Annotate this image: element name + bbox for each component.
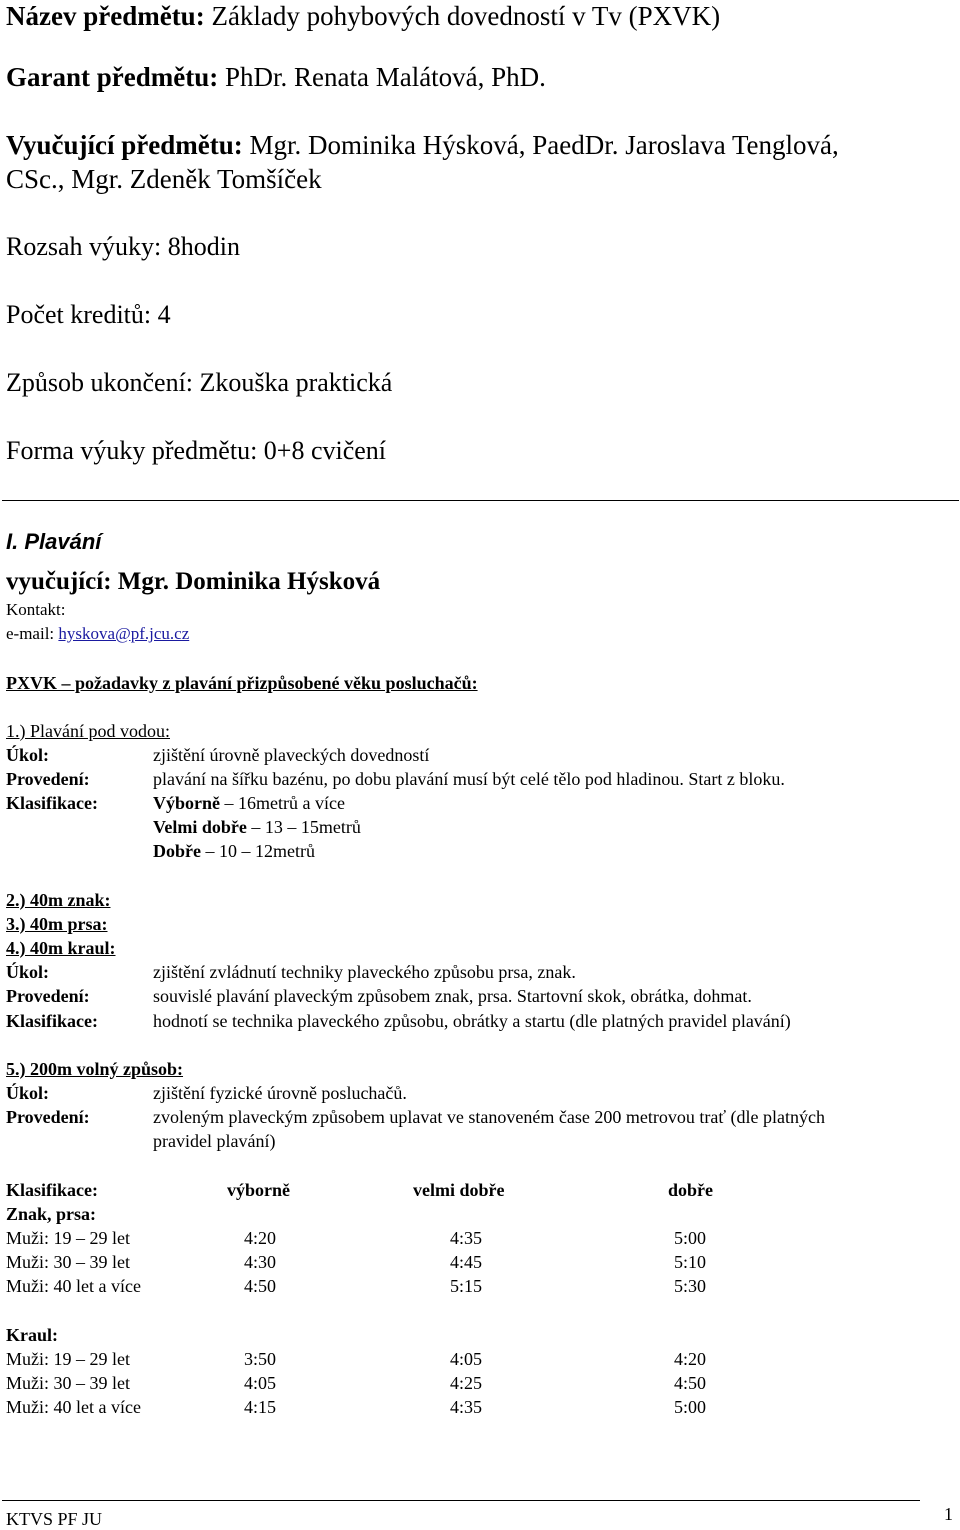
table-header-excellent: výborně — [227, 1180, 290, 1200]
table-header-good: dobře — [668, 1180, 713, 1200]
credits-value: 4 — [157, 300, 171, 329]
subject-label: Název předmětu: — [6, 1, 205, 31]
table-cell: 4:50 — [244, 1276, 277, 1296]
item5-task-value: zjištění fyzické úrovně posluchačů. — [153, 1083, 407, 1103]
form-value: 0+8 cvičení — [263, 436, 387, 465]
teachers-line — [6, 129, 839, 161]
table-row-label: Muži: 40 let a více — [6, 1397, 141, 1417]
item1-class-label: Klasifikace: — [6, 793, 98, 813]
item1-grade1 — [153, 792, 345, 814]
scope-line — [6, 231, 240, 263]
grade2-value: – 13 – 15metrů — [251, 817, 361, 837]
group1-title: Znak, prsa: — [6, 1204, 97, 1224]
teachers-label: Vyučující předmětu: — [6, 130, 243, 160]
items234-class-value: hodnotí se technika plaveckého způsobu, obrátky a startu (dle platných pravidel plavání) — [153, 1011, 791, 1031]
table-header-very-good: velmi dobře — [413, 1180, 505, 1200]
subject-value: Základy pohybových dovedností v Tv (PXVK) — [211, 1, 721, 31]
item1-grade2 — [153, 816, 361, 838]
table-cell: 5:00 — [674, 1228, 707, 1248]
table-cell: 4:30 — [244, 1252, 277, 1272]
guarantor-value: PhDr. Renata Malátová, PhD. — [224, 62, 546, 92]
email-line — [6, 623, 189, 645]
item1-exec-value: plavání na šířku bazénu, po dobu plavání musí být celé tělo pod hladinou. Start z bloku. — [153, 769, 785, 789]
item1-task-label: Úkol: — [6, 745, 50, 765]
item5-exec-value-1: zvoleným plaveckým způsobem uplavat ve stanoveném čase 200 metrovou trať (dle platných — [153, 1107, 825, 1127]
teachers-value-1: Mgr. Dominika Hýsková, PaedDr. Jaroslava Tenglová, — [249, 130, 839, 160]
table-cell: 4:05 — [450, 1349, 483, 1369]
group2-title: Kraul: — [6, 1325, 58, 1345]
section-teacher-value: Mgr. Dominika Hýsková — [117, 568, 381, 595]
table-cell: 4:20 — [674, 1349, 707, 1369]
items234-task-value: zjištění zvládnutí techniky plaveckého způsobu prsa, znak. — [153, 962, 576, 982]
item5-heading: 5.) 200m volný způsob: — [6, 1059, 184, 1079]
form-label: Forma výuky předmětu: — [6, 436, 258, 465]
grade3-value: – 10 – 12metrů — [205, 841, 315, 861]
table-cell: 5:30 — [674, 1276, 707, 1296]
form-line — [6, 435, 386, 467]
credits-line — [6, 299, 171, 331]
table-row-label: Muži: 30 – 39 let — [6, 1373, 130, 1393]
footer-divider — [2, 1500, 920, 1501]
grade3-label: Dobře — [153, 841, 201, 861]
table-cell: 4:45 — [450, 1252, 483, 1272]
table-cell: 4:05 — [244, 1373, 277, 1393]
item5-exec-label: Provedení: — [6, 1107, 90, 1127]
email-label: e-mail: — [6, 624, 55, 643]
table-cell: 5:10 — [674, 1252, 707, 1272]
item3-heading: 3.) 40m prsa: — [6, 914, 108, 934]
table-row-label: Muži: 19 – 29 let — [6, 1228, 130, 1248]
item5-exec-value-2: pravidel plavání) — [153, 1131, 276, 1151]
items234-exec-label: Provedení: — [6, 986, 90, 1006]
section-teacher-line — [6, 567, 380, 597]
table-cell: 5:00 — [674, 1397, 707, 1417]
table-cell: 4:20 — [244, 1228, 277, 1248]
subject-line — [6, 0, 720, 32]
guarantor-label: Garant předmětu: — [6, 62, 219, 92]
grade1-label: Výborně — [153, 793, 220, 813]
page-number: 1 — [944, 1504, 953, 1524]
requirements-heading: PXVK – požadavky z plavání přizpůsobené věku posluchačů: — [6, 673, 478, 693]
section-teacher-label: vyučující: — [6, 568, 112, 595]
credits-label: Počet kreditů: — [6, 300, 152, 329]
table-row-label: Muži: 40 let a více — [6, 1276, 141, 1296]
ending-label: Způsob ukončení: — [6, 368, 194, 397]
teachers-value-2: CSc., Mgr. Zdeněk Tomšíček — [6, 164, 322, 194]
grade2-label: Velmi dobře — [153, 817, 247, 837]
grade1-value: – 16metrů a více — [224, 793, 345, 813]
item1-exec-label: Provedení: — [6, 769, 90, 789]
footer-label: KTVS PF JU — [6, 1509, 103, 1529]
item4-heading: 4.) 40m kraul: — [6, 938, 116, 958]
table-cell: 4:50 — [674, 1373, 707, 1393]
item1-grade3 — [153, 840, 315, 862]
table-header-classification: Klasifikace: — [6, 1180, 98, 1200]
ending-line — [6, 367, 392, 399]
ending-value: Zkouška praktická — [199, 368, 393, 397]
items234-task-label: Úkol: — [6, 962, 50, 982]
item5-task-label: Úkol: — [6, 1083, 50, 1103]
table-cell: 4:15 — [244, 1397, 277, 1417]
item1-heading: 1.) Plavání pod vodou: — [6, 721, 170, 741]
items234-class-label: Klasifikace: — [6, 1011, 98, 1031]
contact-label: Kontakt: — [6, 600, 66, 619]
table-cell: 4:25 — [450, 1373, 483, 1393]
scope-value: 8hodin — [167, 232, 240, 261]
table-cell: 3:50 — [244, 1349, 277, 1369]
table-row-label: Muži: 19 – 29 let — [6, 1349, 130, 1369]
header-divider — [2, 500, 959, 501]
item1-task-value: zjištění úrovně plaveckých dovedností — [153, 745, 430, 765]
table-cell: 4:35 — [450, 1397, 483, 1417]
guarantor-line — [6, 61, 546, 93]
table-row-label: Muži: 30 – 39 let — [6, 1252, 130, 1272]
section-title: I. Plavání — [6, 529, 102, 554]
item2-heading: 2.) 40m znak: — [6, 890, 111, 910]
items234-exec-value: souvislé plavání plaveckým způsobem znak, prsa. Startovní skok, obrátka, dohmat. — [153, 986, 752, 1006]
scope-label: Rozsah výuky: — [6, 232, 162, 261]
email-link[interactable]: hyskova@pf.jcu.cz — [58, 624, 190, 643]
table-cell: 4:35 — [450, 1228, 483, 1248]
table-cell: 5:15 — [450, 1276, 483, 1296]
